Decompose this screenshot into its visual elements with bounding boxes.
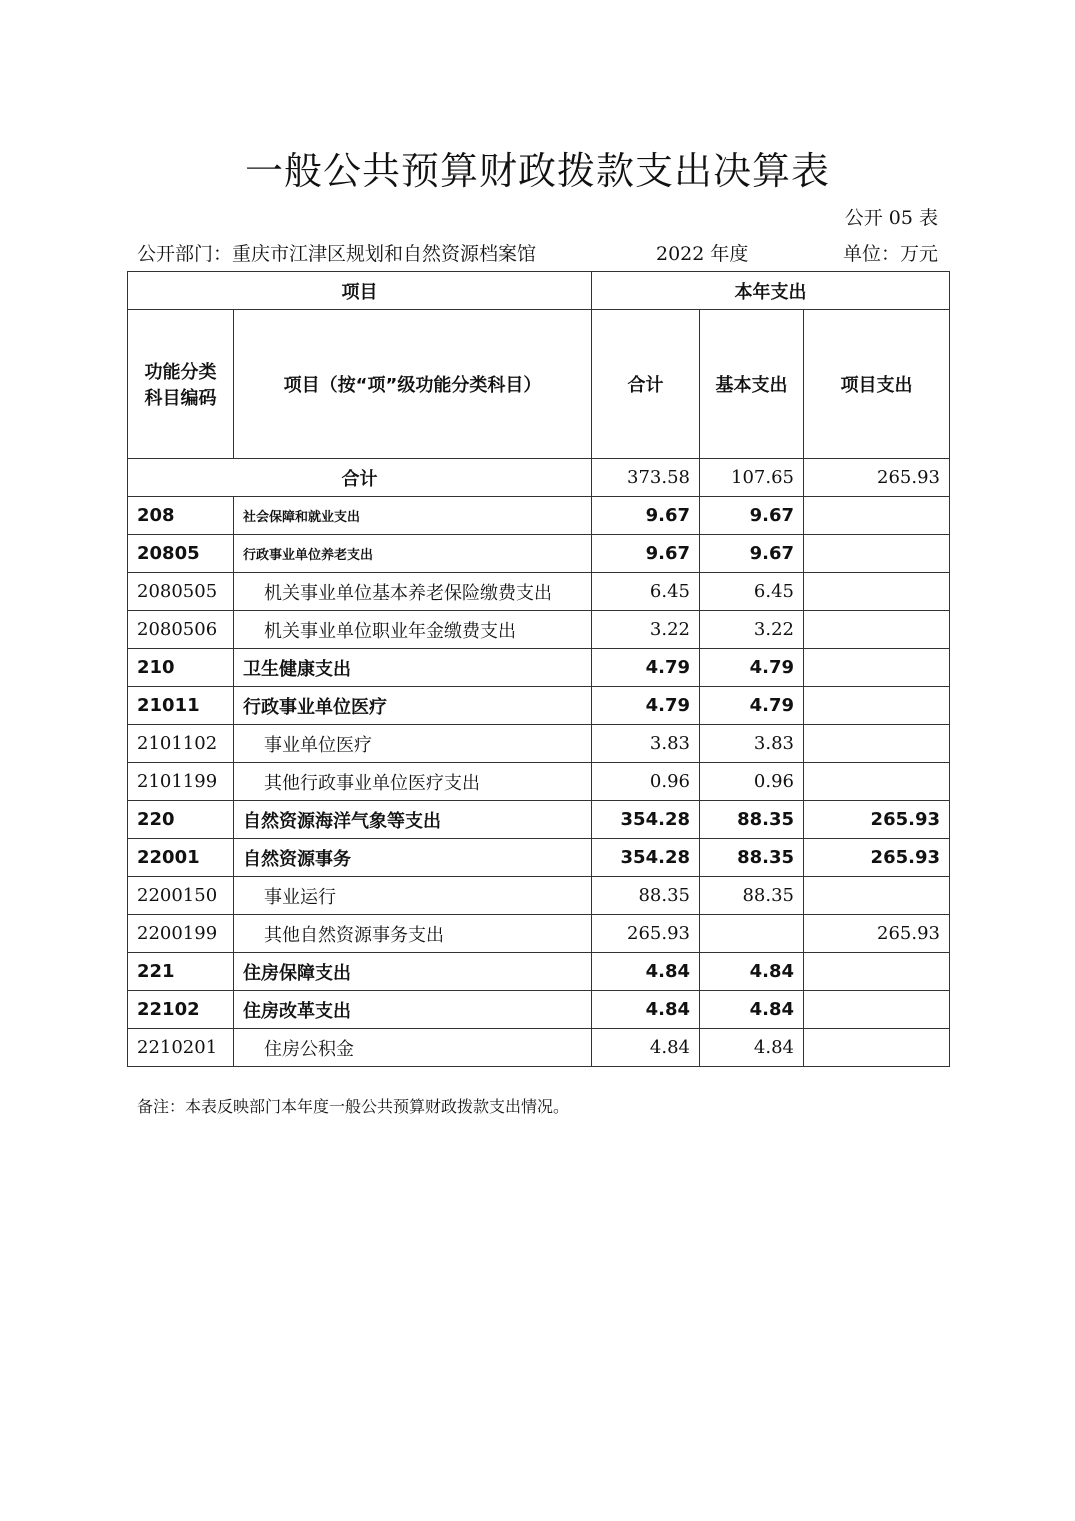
row-name: 自然资源海洋气象等支出 [234, 801, 592, 839]
row-project [804, 687, 950, 725]
row-basic: 6.45 [700, 573, 804, 611]
row-code: 21011 [128, 687, 234, 725]
table-row [128, 763, 950, 801]
row-name: 自然资源事务 [234, 839, 592, 877]
total-row-basic: 107.65 [700, 459, 804, 497]
row-basic: 4.84 [700, 991, 804, 1029]
table-row [128, 915, 950, 953]
row-name: 住房改革支出 [234, 991, 592, 1029]
row-total: 354.28 [592, 839, 700, 877]
header-total: 合计 [592, 310, 700, 459]
row-name: 其他行政事业单位医疗支出 [234, 763, 592, 801]
row-name: 机关事业单位职业年金缴费支出 [234, 611, 592, 649]
row-project [804, 497, 950, 535]
expenditure-table [127, 271, 950, 1067]
table-number: 公开 05 表 [844, 207, 938, 229]
row-basic: 4.84 [700, 1029, 804, 1067]
row-basic: 3.22 [700, 611, 804, 649]
table-row [128, 991, 950, 1029]
table-row [128, 877, 950, 915]
row-code: 2200150 [128, 877, 234, 915]
row-total: 4.79 [592, 649, 700, 687]
row-basic: 88.35 [700, 839, 804, 877]
row-name: 住房保障支出 [234, 953, 592, 991]
row-total: 0.96 [592, 763, 700, 801]
row-total: 3.22 [592, 611, 700, 649]
row-basic: 9.67 [700, 535, 804, 573]
row-project: 265.93 [804, 839, 950, 877]
row-project [804, 763, 950, 801]
row-project [804, 1029, 950, 1067]
row-basic: 88.35 [700, 801, 804, 839]
header-basic: 基本支出 [700, 310, 804, 459]
row-basic: 4.79 [700, 649, 804, 687]
header-item: 项目（按“项”级功能分类科目） [234, 310, 592, 459]
row-code: 208 [128, 497, 234, 535]
row-project [804, 573, 950, 611]
header-project: 项目 [128, 272, 592, 310]
row-project [804, 953, 950, 991]
row-code: 2101199 [128, 763, 234, 801]
row-project [804, 611, 950, 649]
row-total: 4.84 [592, 991, 700, 1029]
header-current-year: 本年支出 [592, 272, 950, 310]
row-name: 卫生健康支出 [234, 649, 592, 687]
table-row [128, 535, 950, 573]
row-total: 4.79 [592, 687, 700, 725]
row-basic: 4.79 [700, 687, 804, 725]
table-row [128, 801, 950, 839]
row-name: 机关事业单位基本养老保险缴费支出 [234, 573, 592, 611]
footnote: 备注：本表反映部门本年度一般公共预算财政拨款支出情况。 [137, 1097, 570, 1116]
row-name: 社会保障和就业支出 [234, 497, 592, 535]
row-basic: 88.35 [700, 877, 804, 915]
row-name: 事业单位医疗 [234, 725, 592, 763]
table-row [128, 687, 950, 725]
row-total: 3.83 [592, 725, 700, 763]
row-basic: 3.83 [700, 725, 804, 763]
row-project [804, 535, 950, 573]
row-project [804, 877, 950, 915]
table-row [128, 497, 950, 535]
row-total: 4.84 [592, 953, 700, 991]
row-total: 6.45 [592, 573, 700, 611]
row-code: 2210201 [128, 1029, 234, 1067]
row-total: 9.67 [592, 535, 700, 573]
row-code: 220 [128, 801, 234, 839]
row-total: 4.84 [592, 1029, 700, 1067]
row-basic [700, 915, 804, 953]
table-row [128, 611, 950, 649]
row-project [804, 991, 950, 1029]
row-name: 住房公积金 [234, 1029, 592, 1067]
total-row-label: 合计 [128, 459, 592, 497]
row-code: 20805 [128, 535, 234, 573]
row-project [804, 649, 950, 687]
department-label: 公开部门：重庆市江津区规划和自然资源档案馆 [137, 243, 537, 265]
row-name: 行政事业单位医疗 [234, 687, 592, 725]
row-code: 2080505 [128, 573, 234, 611]
row-name: 事业运行 [234, 877, 592, 915]
row-total: 88.35 [592, 877, 700, 915]
table-body [128, 497, 950, 1067]
row-total: 9.67 [592, 497, 700, 535]
row-code: 2101102 [128, 725, 234, 763]
table-row [128, 573, 950, 611]
table-row [128, 649, 950, 687]
year-label: 2022 年度 [656, 243, 749, 265]
page-title: 一般公共预算财政拨款支出决算表 [244, 149, 830, 193]
table-row [128, 839, 950, 877]
row-basic: 0.96 [700, 763, 804, 801]
header-code: 功能分类科目编码 [128, 310, 234, 459]
unit-label: 单位：万元 [842, 243, 938, 265]
row-name: 行政事业单位养老支出 [234, 535, 592, 573]
table-row [128, 953, 950, 991]
row-name: 其他自然资源事务支出 [234, 915, 592, 953]
row-basic: 9.67 [700, 497, 804, 535]
row-code: 2200199 [128, 915, 234, 953]
row-code: 2080506 [128, 611, 234, 649]
row-code: 210 [128, 649, 234, 687]
row-project: 265.93 [804, 915, 950, 953]
row-code: 22102 [128, 991, 234, 1029]
row-project [804, 725, 950, 763]
row-code: 221 [128, 953, 234, 991]
table-row [128, 725, 950, 763]
row-project: 265.93 [804, 801, 950, 839]
row-code: 22001 [128, 839, 234, 877]
row-total: 265.93 [592, 915, 700, 953]
table-row [128, 1029, 950, 1067]
row-total: 354.28 [592, 801, 700, 839]
total-row-project: 265.93 [804, 459, 950, 497]
total-row-total: 373.58 [592, 459, 700, 497]
row-basic: 4.84 [700, 953, 804, 991]
header-project-expense: 项目支出 [804, 310, 950, 459]
